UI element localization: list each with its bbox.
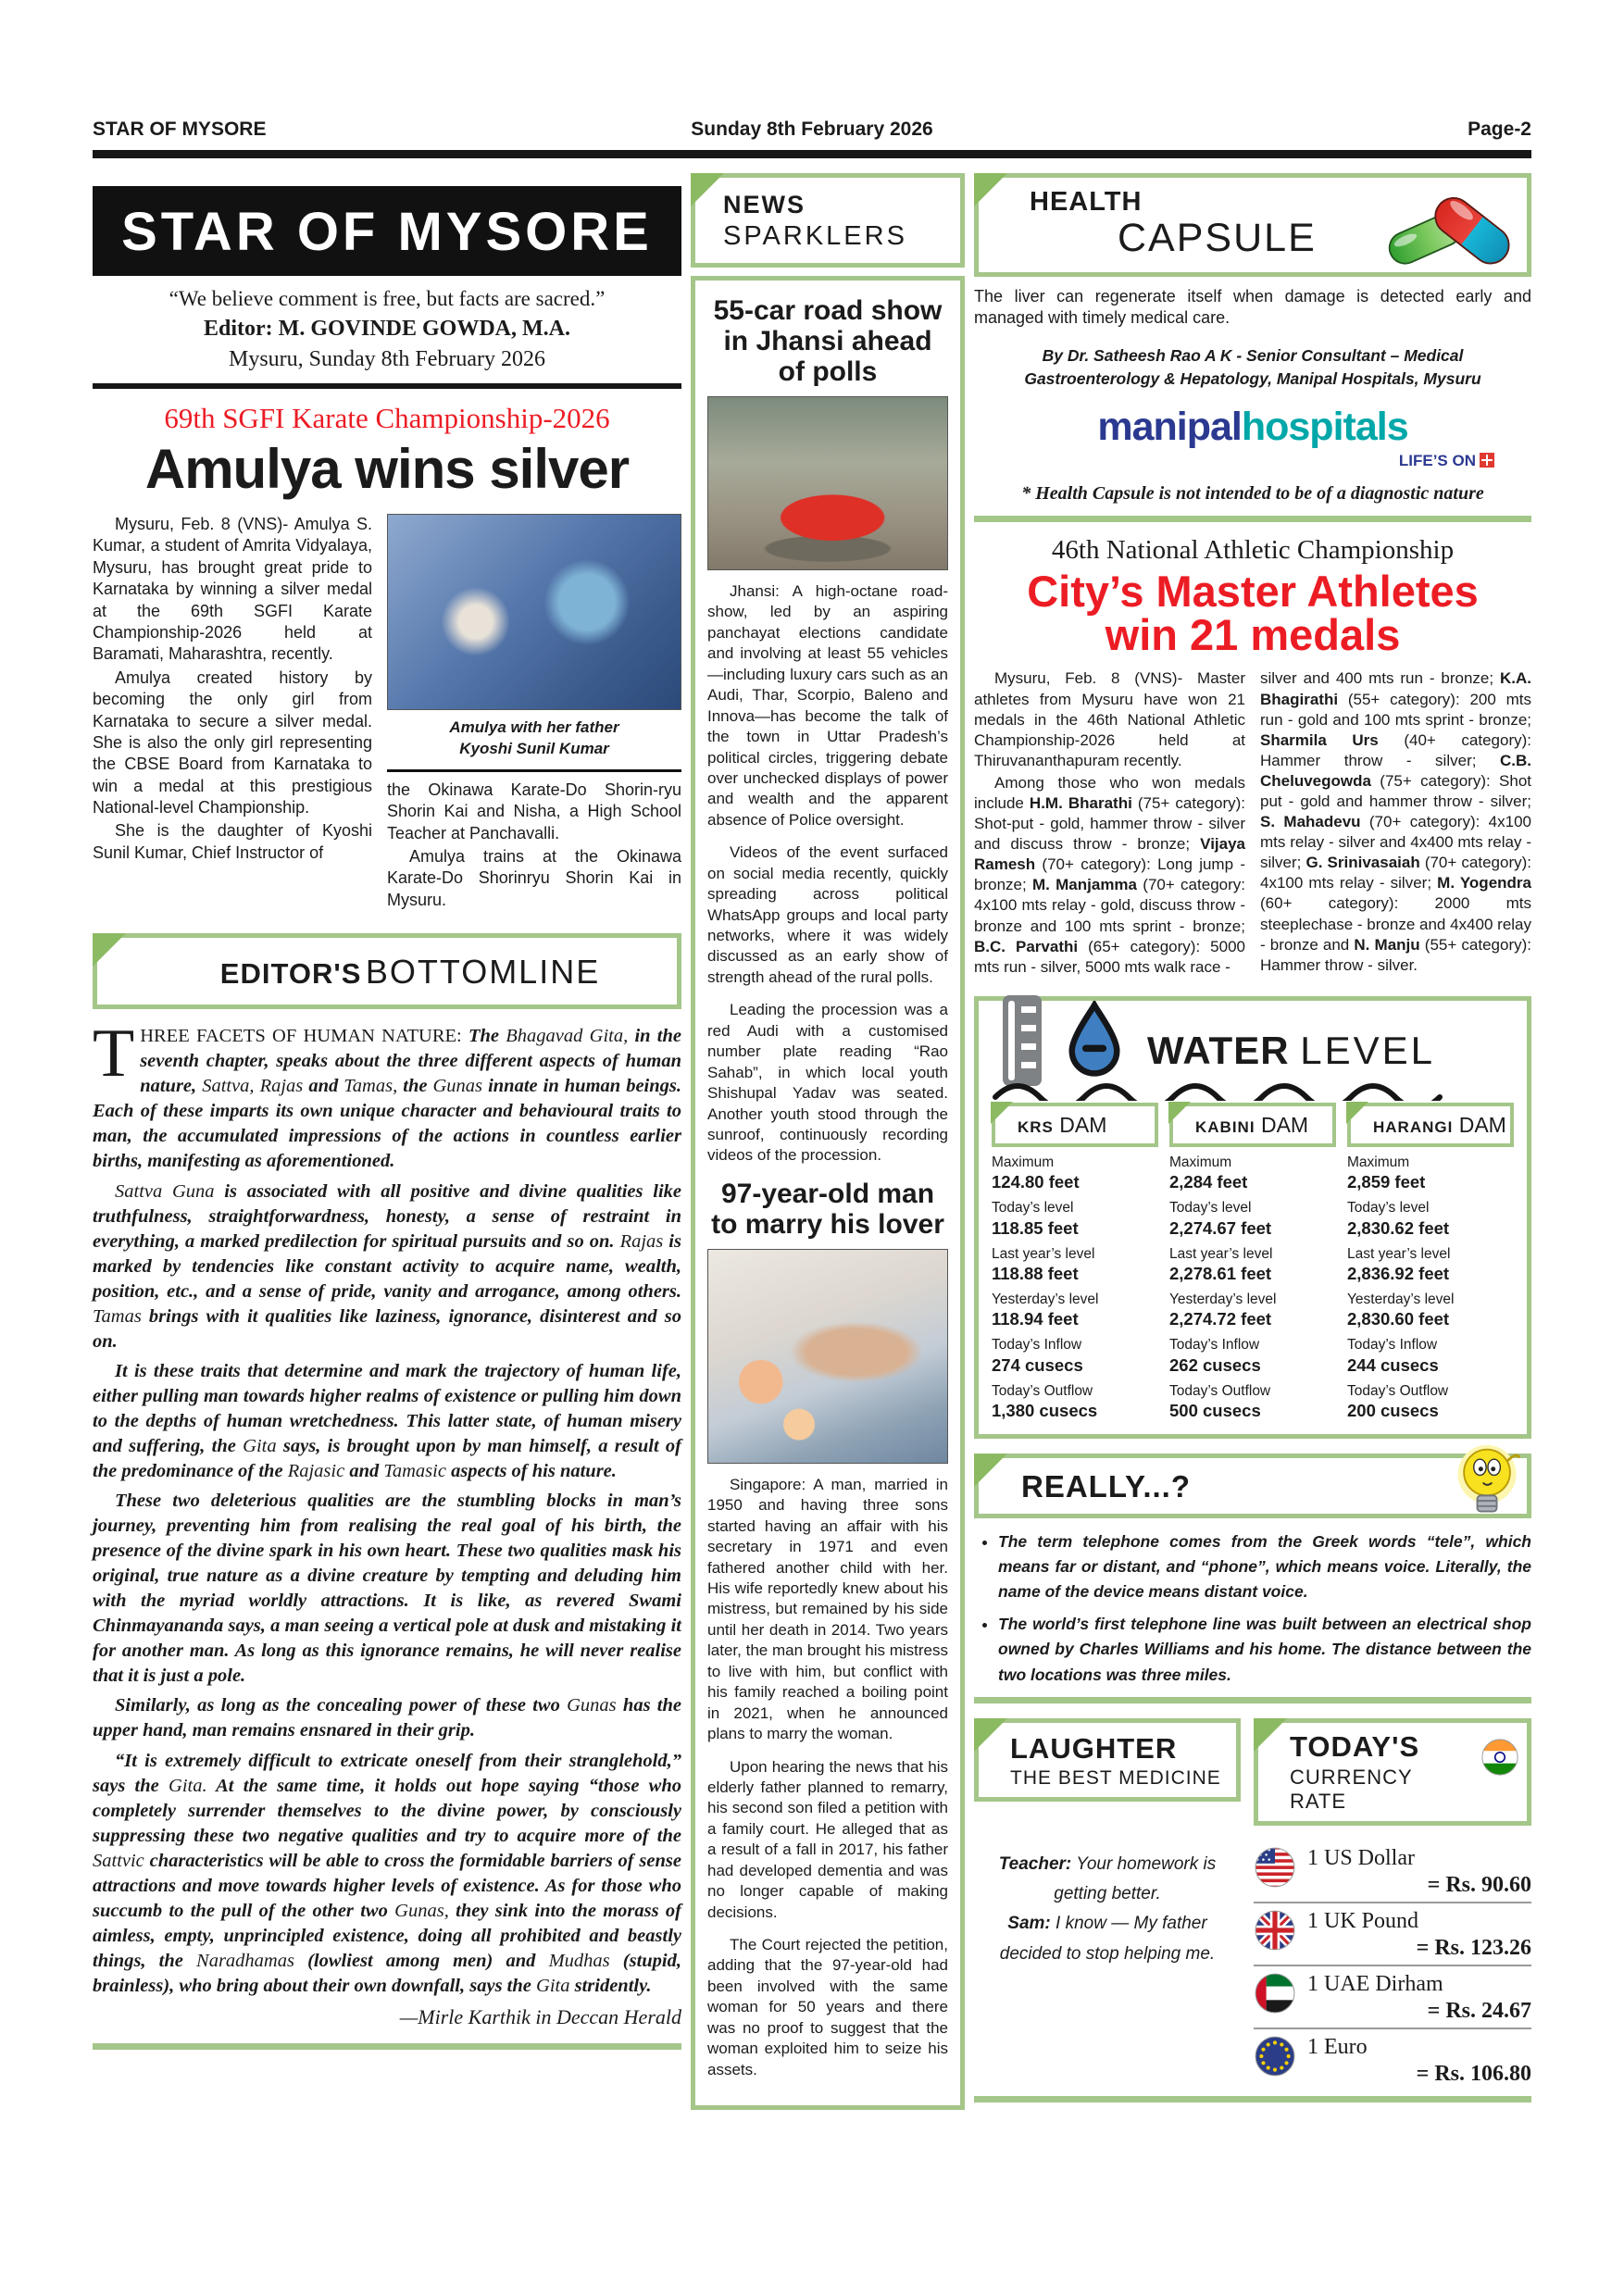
- corner-fold-icon: [974, 1718, 1007, 1752]
- light-bulb-icon: [1448, 1441, 1528, 1530]
- laughter-title-strong: LAUGHTER: [1010, 1731, 1178, 1765]
- section-divider: [93, 2043, 681, 2050]
- caption-line: Kyoshi Sunil Kumar: [459, 739, 609, 757]
- masthead-dateline: Mysuru, Sunday 8th February 2026: [229, 347, 545, 371]
- dam-suffix: DAM: [1053, 1112, 1107, 1137]
- sparkler-paragraph: Leading the procession was a red Audi with a customised number plate reading “Rao Sahab”, in which local youth Shishupal Yadav was seated. Another youth stood through the sunroof, continuously recording videos of the procession.: [707, 1001, 948, 1165]
- bottomline-paragraph: Sattva Guna is associated with all positive and divine qualities like truthfulness, straightforwardness, honesty, a sense of restraint in everything, a marked predilection for spiritual pursuits and so on. Rajas is marked by tendencies like constant activity to acquire name, wealth, position, etc., and a sense of pride, vanity and arrogance, among others. Tamas brings with it qualities like laziness, ignorance, disinterest and so on.: [93, 1180, 681, 1352]
- karate-article-col2: [387, 514, 681, 913]
- really-fact: • The world’s first telephone line was built between an electrical shop owned by Charles Williams and his home. The distance between the two locations was three miles.: [998, 1612, 1531, 1687]
- karate-kicker: 69th SGFI Karate Championship-2026: [164, 402, 610, 434]
- currency-title-strong: TODAY'S: [1290, 1729, 1420, 1763]
- currency-value: = Rs. 123.26: [1416, 1935, 1531, 1960]
- currency-label: 1 UAE Dirham: [1307, 1971, 1443, 1996]
- really-fact: • The term telephone comes from the Greek words “tele”, which means far or distant, and “phone”, which means voice. Literally, the name of the device means distant voice.: [998, 1529, 1531, 1604]
- sparkler-paragraph: The Court rejected the petition, adding that the 97-year-old had been involved with the same woman for 50 years and there was no proof to suggest that the woman exploited him to seize his assets.: [707, 1936, 948, 2078]
- health-capsule-title-light: CAPSULE: [1118, 216, 1317, 260]
- dam-kabini-header: [1169, 1103, 1336, 1147]
- caption-line: Amulya with her father: [449, 718, 619, 736]
- really-title: REALLY...?: [1021, 1468, 1191, 1504]
- sparkler-paragraph: Videos of the event surfaced on social media recently, quickly spreading across political WhatsApp groups and local party networks, where it was widely discussed as an early show of strength ahead of the rural polls.: [707, 843, 948, 986]
- athletics-headline-line2: win 21 medals: [1105, 610, 1401, 660]
- masthead-rule: [93, 383, 681, 389]
- editors-bottomline-title-strong: EDITOR'S: [219, 957, 362, 991]
- athletics-headline: [974, 566, 1531, 660]
- running-header-date: Sunday 8th February 2026: [691, 119, 933, 140]
- news-sparklers-body: [691, 276, 965, 2110]
- dam-stat: Last year’s level 2,836.92 feet: [1347, 1245, 1451, 1283]
- athletics-article: [974, 668, 1531, 979]
- corner-fold-icon: [1168, 1102, 1191, 1124]
- currency-label: 1 US Dollar: [1307, 1845, 1415, 1870]
- dam-kabini: [1169, 1103, 1336, 1421]
- news-sparklers-header: [691, 173, 965, 268]
- athletics-paragraph: Mysuru, Feb. 8 (VNS)- Master athletes from Mysuru have won 21 medals in the 46th National Athletic Championship-2026 held at Thiruvananthapuram recently.: [974, 669, 1245, 769]
- water-title-strong: WATER: [1147, 1028, 1290, 1072]
- laughter-joke: [974, 1850, 1241, 1969]
- karate-article-col1: [93, 514, 372, 913]
- right-column: [974, 173, 1531, 2103]
- bottomline-text: The Bhagavad Gita, in the seventh chapter, speaks about the three different aspects of human nature, Sattva, Rajas and Tamas, the Gunas innate in human beings. Each of these imparts its own unique character and behavioural traits to man, the accumulated impressions of the actions in countless earlier births, manifesting as aforementioned.: [93, 1026, 682, 1172]
- joke-line: Teacher: Your homework is getting better.: [998, 1853, 1217, 1904]
- health-capsule-header: [974, 173, 1531, 277]
- running-header-page-number: Page-2: [1468, 119, 1531, 140]
- masthead: [93, 186, 681, 276]
- dam-stat: Maximum 124.80 feet: [992, 1154, 1080, 1192]
- water-drop-icon: [1064, 1001, 1125, 1083]
- water-level-box: [974, 996, 1531, 1439]
- athletics-paragraph: Among those who won medals include H.M. Bharathi (75+ category): Shot-put - gold, hammer throw - silver and discuss throw - bronze; Vijaya Ramesh (70+ category): Long jump - bronze; M. Manjamma (70+ category: 4x100 mts relay - gold, discuss throw - bronze and 100 mts sprint - bronze; B.C. Parvathi (65+ category): 5000 mts run - silver, 5000 mts walk race -: [974, 773, 1245, 976]
- editors-bottomline-header: [93, 933, 681, 1009]
- health-byline: By Dr. Satheesh Rao A K - Senior Consultant – Medical Gastroenterology & Hepatology, Manipal Hospitals, Mysuru: [1024, 345, 1481, 389]
- currency-value: = Rs. 90.60: [1427, 1872, 1531, 1897]
- dam-stat: Yesterday’s level 118.94 feet: [992, 1291, 1099, 1329]
- section-divider: [974, 2096, 1531, 2103]
- currency-title-light: CURRENCY RATE: [1290, 1765, 1413, 1813]
- wedding-photo: [707, 1249, 948, 1464]
- athletics-headline-line1: City’s Master Athletes: [1027, 566, 1479, 616]
- water-level-title: [1147, 1029, 1435, 1073]
- dam-suffix: DAM: [1255, 1112, 1309, 1137]
- manipal-hospitals-logo: [974, 405, 1531, 470]
- dam-krs-header: [992, 1103, 1158, 1147]
- dam-stat: Today’s Outflow 1,380 cusecs: [992, 1382, 1098, 1420]
- bottomline-lead: HREE FACETS OF HUMAN NATURE:: [140, 1026, 468, 1047]
- dam-name: HARANGI: [1373, 1117, 1454, 1136]
- corner-fold-icon: [991, 1102, 1013, 1124]
- dam-name: KRS: [1018, 1117, 1054, 1136]
- logo-tagline: [974, 452, 1494, 470]
- joke-line: Sam: I know — My father decided to stop helping me.: [999, 1914, 1216, 1964]
- roadshow-photo: [707, 396, 948, 570]
- amulya-photo-caption: [387, 718, 681, 760]
- dam-stat: Today’s Inflow 262 cusecs: [1169, 1337, 1261, 1375]
- currency-header: [1254, 1718, 1531, 1826]
- dam-stat: Last year’s level 118.88 feet: [992, 1245, 1095, 1283]
- logo-manipal: manipal: [1097, 404, 1242, 449]
- dam-stat: Today’s level 2,830.62 feet: [1347, 1200, 1450, 1238]
- capsule-pills-icon: [1382, 181, 1521, 283]
- corner-fold-icon: [93, 933, 126, 967]
- caption-rule: [387, 769, 681, 772]
- masthead-tagline: “We believe comment is free, but facts are sacred.”: [169, 287, 606, 310]
- bottomline-paragraph: Similarly, as long as the concealing power of these two Gunas has the upper hand, man remains ensnared in their grip.: [93, 1695, 681, 1741]
- middle-column: [691, 173, 965, 2110]
- running-header: [93, 119, 1531, 141]
- hospital-cross-icon: [1480, 453, 1494, 468]
- dam-name: KABINI: [1195, 1117, 1255, 1136]
- dam-stat: Today’s Inflow 244 cusecs: [1347, 1337, 1439, 1375]
- wave-icon: [992, 1077, 1455, 1105]
- dam-stat: Maximum 2,859 feet: [1347, 1154, 1426, 1192]
- sparkler-paragraph: Singapore: A man, married in 1950 and having three sons started having an affair with his secretary in 1971 and even fathered another child with her. His wife reportedly knew about his mistress, but remained by his side until her death in 2014. Two years later, the man brought his mistress to live with him, but conflict with his family reached a boiling point in 2021, when he announced plans to marry the woman.: [707, 1475, 948, 1743]
- dam-columns: [992, 1103, 1514, 1421]
- laughter-title-light: THE BEST MEDICINE: [1010, 1766, 1221, 1789]
- corner-fold-icon: [974, 173, 1007, 206]
- editors-bottomline-body: [93, 1016, 682, 2030]
- corner-fold-icon: [691, 173, 724, 206]
- currency-row: [1254, 2029, 1531, 2090]
- dam-stat: Today’s Inflow 274 cusecs: [992, 1337, 1083, 1375]
- drop-cap: T: [93, 1016, 135, 1092]
- section-divider: [974, 516, 1531, 522]
- currency-label: 1 Euro: [1307, 2034, 1368, 2059]
- header-rule: [93, 150, 1531, 158]
- currency-row: [1254, 1966, 1531, 2028]
- masthead-title: STAR OF MYSORE: [121, 202, 653, 262]
- currency-value: = Rs. 24.67: [1427, 1998, 1531, 2023]
- dam-harangi-header: [1347, 1103, 1514, 1147]
- currency-section: [1254, 1718, 1531, 2090]
- bottomline-paragraph: “It is extremely difficult to extricate oneself from their stranglehold,” says the Gita. At the same time, it holds out hope saying “those who completely surrender themselves to the divine power, by consciously suppressing these two negative qualities and try to acquire more of the Sattvic characteristics will be able to cross the formidable barriers of sense attractions and move towards higher levels of existence. As for those who succumb to the pull of the other two Gunas, they sink into the morass of aimless, empty, unprincipled existence, doing all prohibited and beastly things, the Naradhamas (lowliest among men) and Mudhas (stupid, brainless), who bring about their own downfall, says the Gita stridently.: [93, 1750, 682, 1996]
- dam-harangi: [1347, 1103, 1514, 1421]
- masthead-editor: Editor: M. GOVINDE GOWDA, M.A.: [204, 317, 570, 341]
- bottomline-paragraph: These two deleterious qualities are the stumbling blocks in man’s journey, preventing him from realising the real goal of his birth, the presence of the divine spark in his own heart. These two qualities mask his original, true nature as a divine creature by tempting and deluding him with the myriad worldly attractions. It is like, as revered Swami Chinmayananda says, a man seeing a vertical pole at dusk and mistaking it for another man. As long as this ignorance remains, he will never realise that it is just a pole.: [93, 1491, 681, 1687]
- us-flag-icon: [1254, 1846, 1296, 1893]
- athletics-paragraph: silver and 400 mts run - bronze; K.A. Bhagirathi (55+ category): 200 mts run - gold and 100 mts sprint - bronze; Sharmila Urs (40+ category): Hammer throw - silver; C.B. Cheluvegowda (75+ category): Shot put - gold and hammer throw - silver; S. Mahadevu (70+ category): 4x100 mts relay - silver and 4x400 mts relay - silver; G. Srinivasaiah (70+ category): 4x100 mts relay - silver; M. Yogendra (60+ category): 2000 mts steeplechase - bronze and 4x400 relay - bronze and N. Manju (55+ category): Hammer throw - silver.: [1260, 669, 1531, 974]
- india-flag-icon: [1480, 1738, 1519, 1781]
- water-level-header: [992, 1008, 1514, 1097]
- sparkler-headline-1: 55-car road show in Jhansi ahead of polls: [713, 295, 943, 387]
- dam-stat: Yesterday’s level 2,274.72 feet: [1169, 1291, 1277, 1329]
- karate-paragraph: Amulya trains at the Okinawa Karate-Do Shorinryu Shorin Kai in Mysuru.: [387, 847, 681, 909]
- karate-paragraph: Mysuru, Feb. 8 (VNS)- Amulya S. Kumar, a student of Amrita Vidyalaya, Mysuru, has brought great pride to Karnataka by winning a silver medal at the 69th SGFI Karate Championship-2026 held at Baramati, Maharashtra, recently.: [93, 515, 372, 664]
- dam-stat: Today’s level 118.85 feet: [992, 1200, 1079, 1238]
- uae-flag-icon: [1254, 1972, 1296, 2019]
- bottomline-paragraph: [93, 1016, 682, 1174]
- sparkler-paragraph: Jhansi: A high-octane road-show, led by an aspiring panchayat elections candidate and involving at least 55 vehicles—including luxury cars such as an Audi, Thar, Scorpio, Baleno and Innova—has become the talk of the town in Uttar Pradesh’s political circles, triggering debate over unchecked displays of power and wealth and the apparent absence of Police oversight.: [707, 582, 948, 829]
- sparkler-paragraph: Upon hearing the news that his elderly father planned to remarry, his second son filed a petition with a family court. He alleged that as a result of a fall in 2017, his father had developed dementia and was no longer capable of making decisions.: [707, 1757, 948, 1921]
- currency-value: = Rs. 106.80: [1416, 2061, 1531, 2086]
- sparkler-headline-2: 97-year-old man to marry his lover: [711, 1178, 944, 1240]
- karate-paragraph: the Okinawa Karate-Do Shorin-ryu Shorin Kai and Nisha, a High School Teacher at Panchavalli.: [387, 780, 681, 842]
- karate-article: [93, 514, 681, 913]
- running-header-paper: STAR OF MYSORE: [93, 119, 267, 140]
- news-sparklers-title-light: SPARKLERS: [723, 221, 907, 251]
- left-column: [93, 173, 681, 2050]
- water-title-light: LEVEL: [1300, 1028, 1435, 1072]
- dam-suffix: DAM: [1453, 1112, 1506, 1137]
- dam-stat: Today’s Outflow 500 cusecs: [1169, 1382, 1271, 1420]
- karate-headline: Amulya wins silver: [144, 438, 630, 500]
- logo-tagline-text: LIFE’S ON: [1398, 451, 1476, 469]
- laughter-header: [974, 1718, 1241, 1802]
- editors-bottomline-title-light: BOTTOMLINE: [365, 953, 601, 992]
- athletics-col2: [1260, 668, 1531, 979]
- bottomline-paragraph: It is these traits that determine and mark the trajectory of human life, either pulling man towards higher realms of existence or pulling him down to the depths of human wretchedness. This latter state, of human misery and suffering, the Gita says, is brought upon by man himself, a result of the predominance of the Rajasic and Tamasic aspects of his nature.: [93, 1360, 682, 1482]
- section-divider: [974, 1697, 1531, 1703]
- laughter-section: [974, 1718, 1241, 2090]
- euro-flag-icon: [1254, 2035, 1296, 2082]
- athletics-col1: [974, 668, 1245, 979]
- amulya-photo: [387, 514, 681, 710]
- corner-fold-icon: [1346, 1102, 1368, 1124]
- currency-label: 1 UK Pound: [1307, 1908, 1419, 1933]
- dam-stat: Last year’s level 2,278.61 feet: [1169, 1245, 1273, 1283]
- currency-row: [1254, 1841, 1531, 1902]
- really-facts-list: [998, 1529, 1531, 1688]
- bottomline-byline: —Mirle Karthik in Deccan Herald: [399, 2005, 681, 2028]
- dam-stat: Yesterday’s level 2,830.60 feet: [1347, 1291, 1455, 1329]
- dam-stat: Maximum 2,284 feet: [1169, 1154, 1248, 1192]
- corner-fold-icon: [974, 1454, 1007, 1487]
- health-tip-text: The liver can regenerate itself when damage is detected early and managed with timely medical care.: [974, 287, 1531, 328]
- bottom-row: [974, 1718, 1531, 2090]
- karate-paragraph: She is the daughter of Kyoshi Sunil Kumar, Chief Instructor of: [93, 821, 372, 862]
- dam-krs: [992, 1103, 1158, 1421]
- currency-table: [1254, 1841, 1531, 2090]
- health-capsule-title-strong: HEALTH: [1030, 187, 1143, 217]
- corner-fold-icon: [1254, 1718, 1287, 1752]
- health-disclaimer: * Health Capsule is not intended to be of a diagnostic nature: [1021, 482, 1484, 504]
- uk-flag-icon: [1254, 1909, 1296, 1956]
- really-section: [974, 1454, 1531, 1688]
- currency-row: [1254, 1903, 1531, 1965]
- karate-paragraph: Amulya created history by becoming the only girl from Karnataka to secure a silver medal. She is also the only girl representing the CBSE Board from Karnataka to win a medal at this prestigious National-level Championship.: [93, 668, 372, 817]
- athletics-kicker: 46th National Athletic Championship: [1051, 534, 1455, 565]
- dam-stat: Today’s Outflow 200 cusecs: [1347, 1382, 1449, 1420]
- dam-stat: Today’s level 2,274.67 feet: [1169, 1200, 1272, 1238]
- news-sparklers-title-strong: NEWS: [723, 191, 806, 218]
- logo-hospitals: hospitals: [1241, 404, 1408, 449]
